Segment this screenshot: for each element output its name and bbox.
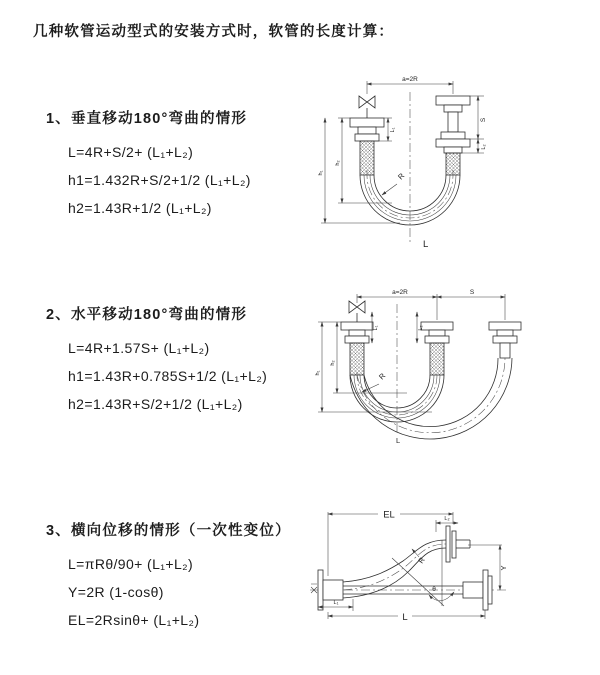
dimension-l2 xyxy=(417,312,424,343)
dim-label-l1: L₁ xyxy=(333,600,339,606)
section-1-heading: 1、垂直移动180°弯曲的情形 xyxy=(46,111,248,127)
dim-label-el: EL xyxy=(383,509,395,521)
middle-hose-braid xyxy=(430,343,444,375)
section-1-formulas xyxy=(68,138,251,222)
dim-label-l2: L₂ xyxy=(418,325,424,331)
page-title: 几种软管运动型式的安装方式时，软管的长度计算： xyxy=(33,24,395,40)
dimension-l1 xyxy=(372,312,379,343)
formula-h2: h2=1.43R+1/2 (L₁+L₂) xyxy=(68,200,212,216)
dimension-y xyxy=(499,545,508,590)
dim-label-r: R xyxy=(396,171,407,182)
dimension-s xyxy=(437,289,505,320)
formula-h1: h1=1.43R+0.785S+1/2 (L₁+L₂) xyxy=(68,368,268,384)
section-2-heading: 2、水平移动180°弯曲的情形 xyxy=(46,307,248,323)
formula-length: L=4R+S/2+ (L₁+L₂) xyxy=(68,144,194,160)
dim-label-r: R xyxy=(416,555,427,566)
upper-flange xyxy=(446,526,470,562)
right-flange xyxy=(489,322,521,358)
dim-label-r: R xyxy=(377,371,388,382)
valve-icon xyxy=(349,301,365,322)
dim-label-a2r: a=2R xyxy=(392,289,408,296)
formula-h1: h1=1.432R+S/2+1/2 (L₁+L₂) xyxy=(68,172,251,188)
section-3-heading: 3、横向位移的情形（一次性变位） xyxy=(46,523,291,539)
dim-label-h2: h₂ xyxy=(330,360,336,366)
dim-label-l2: L₂ xyxy=(481,144,487,150)
dim-label-s: S xyxy=(480,117,487,123)
formula-y: Y=2R (1-cosθ) xyxy=(68,584,164,600)
left-hose-braid xyxy=(350,343,364,375)
formula-length: L=4R+1.57S+ (L₁+L₂) xyxy=(68,340,210,356)
diagram-lateral-displacement xyxy=(300,500,590,650)
section-3-formulas xyxy=(68,550,291,634)
left-flange xyxy=(341,322,373,343)
dim-label-l: L xyxy=(396,436,401,445)
dim-label-l: L xyxy=(402,612,408,623)
section-horizontal-180-bend xyxy=(46,303,267,418)
right-flange xyxy=(463,570,492,610)
left-hose-braid xyxy=(360,141,374,175)
dim-label-h2: h₂ xyxy=(335,160,341,166)
dim-label-l1: L₁ xyxy=(390,127,396,133)
formula-h2: h2=1.43R+S/2+1/2 (L₁+L₂) xyxy=(68,396,243,412)
dim-label-theta: θ xyxy=(432,586,436,593)
formula-el: EL=2Rsinθ+ (L₁+L₂) xyxy=(68,612,200,628)
dim-label-h1: h₁ xyxy=(318,170,324,176)
dim-label-s: S xyxy=(469,289,475,296)
centerline-break-mark xyxy=(311,584,317,593)
diagram-horizontal-180-bend xyxy=(310,280,555,462)
dim-label-l: L xyxy=(423,239,429,250)
valve-icon xyxy=(359,96,375,118)
angle-theta-construction xyxy=(392,540,454,606)
section-2-formulas xyxy=(68,334,267,418)
dim-label-y: Y xyxy=(499,565,508,571)
dim-label-l2: L₂ xyxy=(444,516,450,522)
left-flange xyxy=(318,570,343,610)
middle-flange xyxy=(421,322,453,343)
right-flange xyxy=(436,96,470,153)
dim-label-l1: L₁ xyxy=(373,325,379,331)
dim-label-h1: h₁ xyxy=(315,370,321,376)
dimension-a2r xyxy=(367,76,453,94)
section-vertical-180-bend xyxy=(46,107,251,222)
left-flange xyxy=(350,118,384,141)
section-lateral-displacement xyxy=(46,519,291,634)
dimension-s xyxy=(470,96,487,139)
formula-length: L=πRθ/90+ (L₁+L₂) xyxy=(68,556,194,572)
dim-label-a2r: a=2R xyxy=(402,76,418,83)
diagram-vertical-180-bend xyxy=(310,70,545,270)
radius-leader xyxy=(412,549,427,565)
hose-displaced-position xyxy=(343,540,446,598)
dimension-l xyxy=(328,610,485,623)
dimension-el xyxy=(328,510,453,577)
radius-leader xyxy=(382,171,407,195)
